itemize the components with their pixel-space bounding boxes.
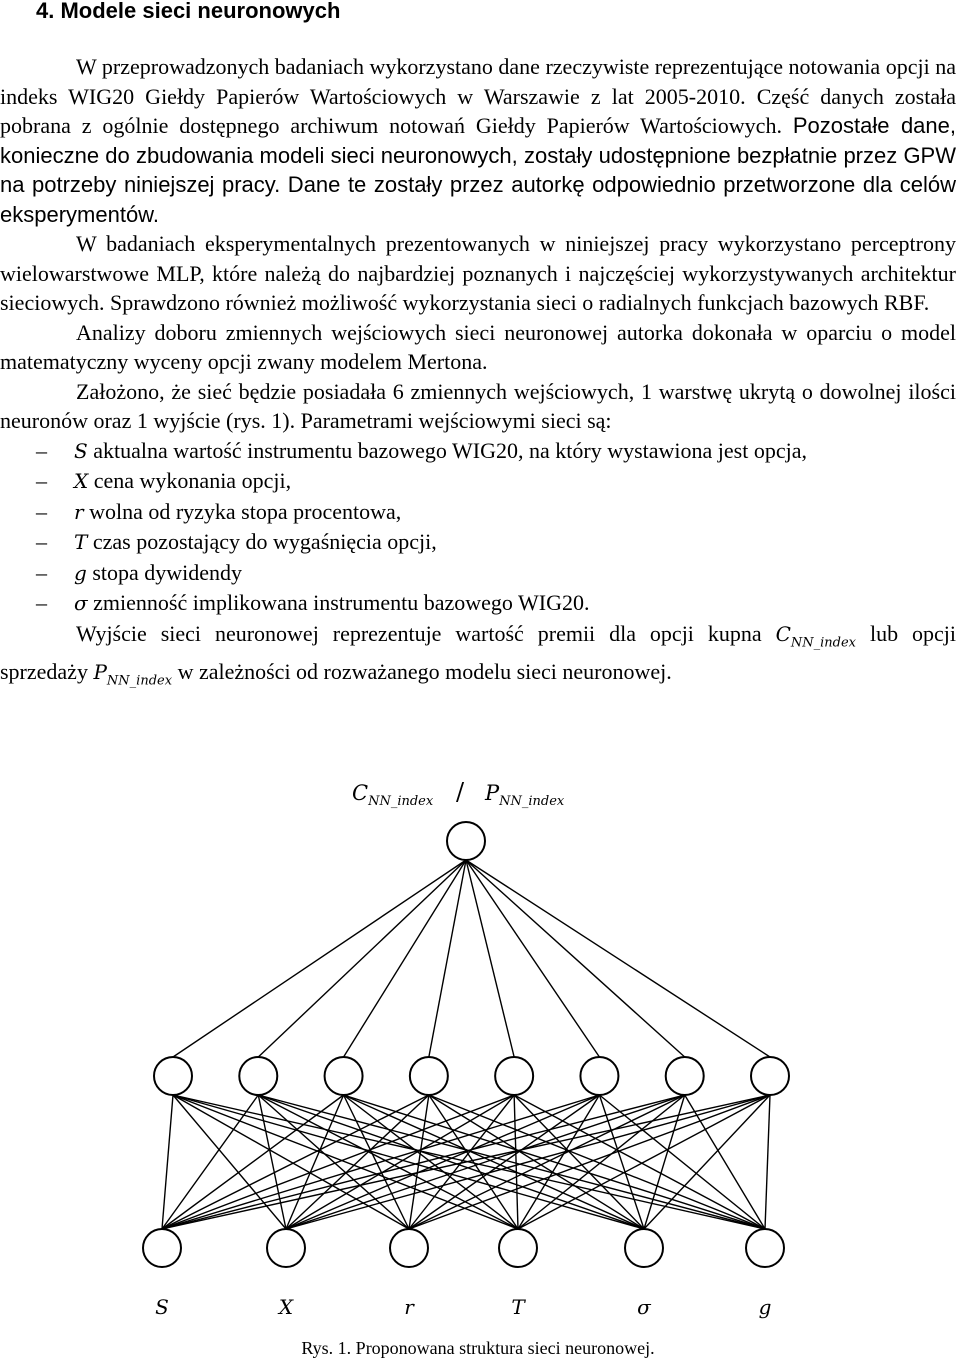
output-hidden-connection: [466, 860, 770, 1057]
hidden-neuron: [410, 1057, 448, 1095]
paragraph-3: Analizy doboru zmiennych wejściowych sieci neuronowej autorka dokonała w oparciu o model matematyczny wyceny opcji zwany modelem Mertona.: [0, 319, 956, 374]
paragraph-5-part-a: Wyjście sieci neuronowej reprezentuje wartość premii dla opcji kupna: [76, 620, 762, 646]
param-description: aktualna wartość instrumentu bazowego WIG20, na który wystawiona jest opcja,: [93, 437, 807, 463]
network-connections: [162, 860, 770, 1229]
param-description: stopa dywidendy: [92, 559, 243, 585]
param-symbol: r: [74, 499, 84, 524]
list-item: [0, 527, 956, 558]
input-label-r: r: [404, 1295, 414, 1319]
output-put-base: P: [485, 781, 500, 805]
hidden-neuron: [495, 1057, 533, 1095]
hidden-input-connection: [518, 1095, 685, 1229]
call-premium-subscript: NN_index: [790, 634, 857, 650]
put-premium-symbol: P: [93, 660, 107, 685]
hidden-neuron: [580, 1057, 618, 1095]
list-dash: –: [36, 529, 47, 554]
input-neuron: [746, 1229, 784, 1267]
paragraph-1-part-a: W przeprowadzonych badaniach wykorzystano dane rzeczywiste reprezentujące notowania opcji na indeks WIG20 Giełdy Papierów Wartościowych w Warszawie z lat 2005-2010. Część danych została pobrana z ogólnie dostępnego archiwum notowań Giełdy Papierów Wartościowych.: [0, 54, 956, 138]
list-dash: –: [36, 437, 47, 463]
hidden-input-connection: [162, 1095, 685, 1229]
paragraph-1: [0, 52, 956, 229]
input-neuron: [267, 1229, 305, 1267]
hidden-input-connection: [286, 1095, 770, 1229]
input-neuron: [625, 1229, 663, 1267]
hidden-input-connection: [162, 1095, 258, 1229]
input-label-g: g: [758, 1295, 772, 1319]
put-premium-subscript: NN_index: [106, 673, 173, 689]
neural-network-diagram: [0, 770, 960, 1330]
output-call-subscript: NN_index: [368, 794, 434, 809]
hidden-neuron: [666, 1057, 704, 1095]
figure-caption: Rys. 1. Proponowana struktura sieci neuronowej.: [301, 1338, 655, 1358]
parameter-list: [0, 436, 956, 619]
paragraph-1-part-b: Pozostałe dane, konieczne do zbudowania modeli sieci neuronowych, zostały udostępnione bezpłatnie przez GPW na potrzeby niniejszej pracy. Dane te zostały przez autorkę odpowiednio przetworzone dla celów eksperymentów.: [0, 113, 957, 227]
hidden-input-connection: [644, 1095, 770, 1229]
input-neuron: [143, 1229, 181, 1267]
param-description: zmienność implikowana instrumentu bazowego WIG20.: [93, 590, 590, 615]
output-label-separator: /: [456, 778, 465, 806]
input-label-s: S: [155, 1295, 169, 1319]
list-dash: –: [36, 498, 47, 524]
param-description: wolna od ryzyka stopa procentowa,: [89, 498, 402, 524]
param-symbol: S: [74, 438, 88, 463]
section-heading: 4. Modele sieci neuronowych: [36, 0, 341, 23]
paragraph-2: W badaniach eksperymentalnych prezentowanych w niniejszej pracy wykorzystano perceptrony wielowarstwowe MLP, które należą do najbardziej poznanych i najczęściej wykorzystywanych architektur sieciowych. Sprawdzono również możliwość wykorzystania sieci o radialnych funkcjach bazowych RBF.: [0, 231, 956, 315]
hidden-input-connection: [173, 1095, 409, 1229]
paragraph-5-part-b: lub opcji sprzedaży: [0, 620, 957, 685]
output-call-base: C: [352, 781, 369, 805]
list-dash: –: [36, 559, 47, 585]
list-item: [0, 558, 956, 589]
hidden-input-connection: [344, 1095, 518, 1229]
hidden-input-connection: [162, 1095, 599, 1229]
param-symbol: g: [74, 560, 87, 585]
input-neuron: [499, 1229, 537, 1267]
hidden-neuron: [751, 1057, 789, 1095]
param-symbol: T: [74, 530, 88, 554]
param-symbol: X: [74, 469, 89, 493]
list-item: [0, 436, 956, 467]
hidden-input-connection: [514, 1095, 518, 1229]
param-symbol: σ: [74, 591, 88, 615]
output-neuron: [447, 822, 485, 860]
paragraph-5-part-c: w zależności od rozważanego modelu sieci neuronowej.: [177, 659, 672, 685]
output-put-subscript: NN_index: [499, 794, 565, 809]
paragraph-4: Założono, że sieć będzie posiadała 6 zmiennych wejściowych, 1 warstwę ukrytą o dowolnej ilości neuronów oraz 1 wyjście (rys. 1). Parametrami wejściowymi sieci są:: [0, 378, 956, 433]
list-item: [0, 497, 956, 528]
call-premium-symbol: C: [775, 621, 791, 646]
hidden-input-connection: [765, 1095, 770, 1229]
paragraph-5: [0, 619, 956, 697]
list-dash: –: [36, 468, 47, 493]
input-neuron: [390, 1229, 428, 1267]
output-label-call: [352, 781, 434, 809]
output-hidden-connection: [173, 860, 466, 1057]
output-hidden-connection: [466, 860, 514, 1057]
list-item: [0, 588, 956, 619]
output-hidden-connection: [466, 860, 685, 1057]
input-label-sigma: σ: [637, 1295, 651, 1319]
input-label-x: X: [278, 1295, 294, 1319]
body-text: [0, 52, 956, 696]
output-label-put: [484, 781, 565, 809]
list-item: [0, 466, 956, 497]
hidden-neuron: [154, 1057, 192, 1095]
hidden-neuron: [239, 1057, 277, 1095]
hidden-input-connection: [162, 1095, 173, 1229]
input-label-t: T: [511, 1295, 525, 1319]
param-description: cena wykonania opcji,: [93, 468, 292, 493]
hidden-neuron: [325, 1057, 363, 1095]
output-hidden-connection: [466, 860, 599, 1057]
param-description: czas pozostający do wygaśnięcia opcji,: [92, 529, 437, 554]
list-dash: –: [36, 590, 47, 615]
